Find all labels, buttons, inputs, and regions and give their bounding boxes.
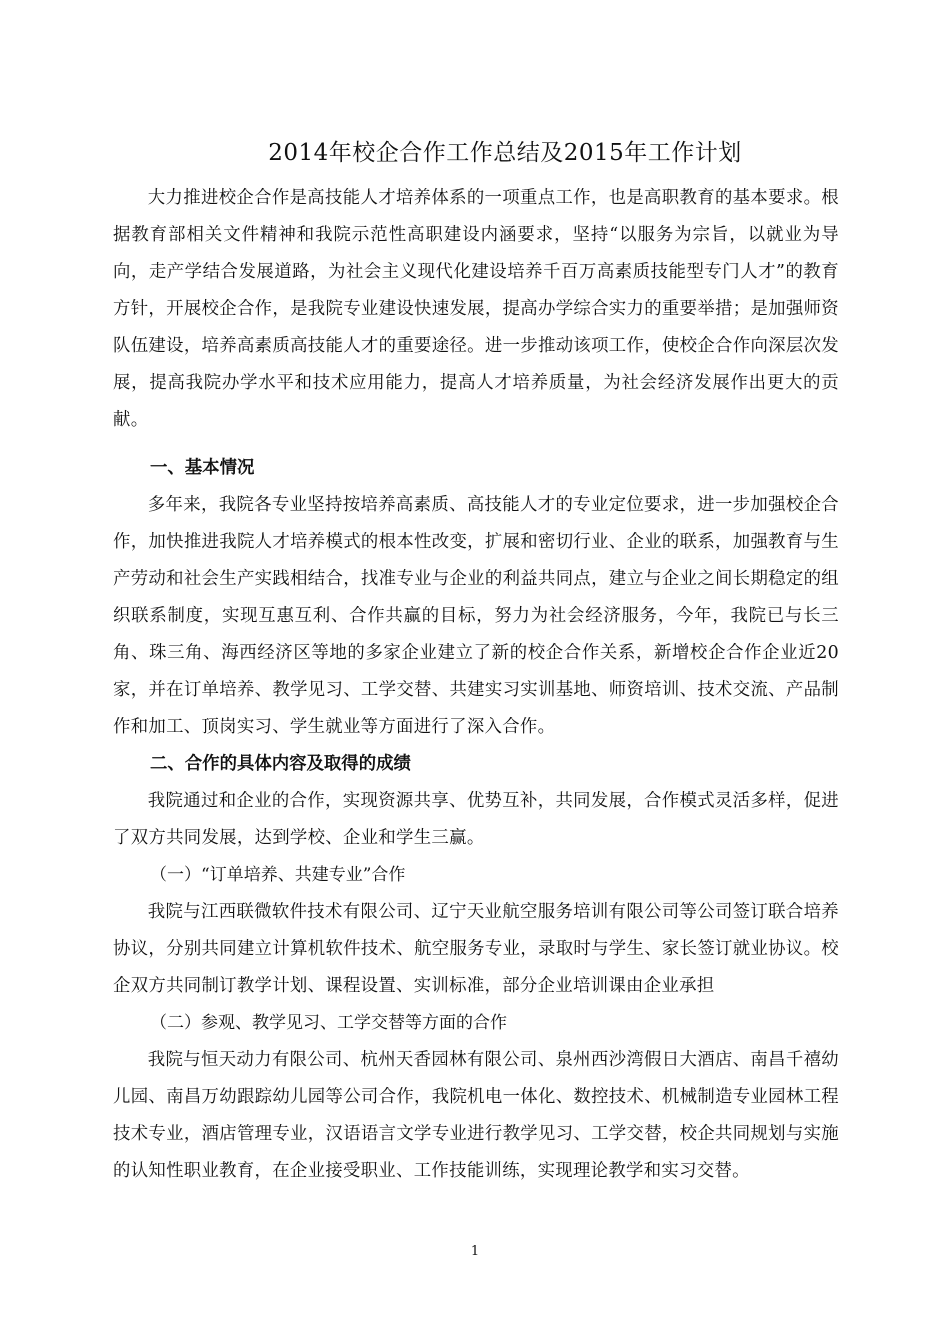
page-number: 1 — [470, 1244, 480, 1259]
subsection2-paragraph: 我院与恒天动力有限公司、杭州天香园林有限公司、泉州西沙湾假日大酒店、南昌千禧幼儿园、南昌万幼跟踪幼儿园等公司合作，我院机电一体化、数控技术、机械制造专业园林工程技术专业，酒店管理专业，汉语语言文学专业进行教学见习、工学交替，校企共同规划与实施的认知性职业教育，在企业接受职业、工作技能训练，实现理论教学和实习交替。 — [113, 1050, 839, 1181]
section1-paragraph: 多年来，我院各专业坚持按培养高素质、高技能人才的专业定位要求，进一步加强校企合作，加快推进我院人才培养模式的根本性改变，扩展和密切行业、企业的联系，加强教育与生产劳动和社会生产实践相结合，找准专业与企业的利益共同点，建立与企业之间长期稳定的组织联系制度，实现互惠互利、合作共赢的目标，努力为社会经济服务，今年，我院已与长三角、珠三角、海西经济区等地的多家企业建立了新的校企合作关系，新增校企合作企业近20家，并在订单培养、教学见习、工学交替、共建实习实训基地、师资培训、技术交流、产品制作和加工、顶岗实习、学生就业等方面进行了深入合作。 — [113, 495, 839, 737]
document-title: 2014年校企合作工作总结及2015年工作计划 — [268, 140, 742, 166]
section2-paragraph: 我院通过和企业的合作，实现资源共享、优势互补，共同发展，合作模式灵活多样，促进了双方共同发展，达到学校、企业和学生三赢。 — [113, 791, 839, 848]
intro-paragraph: 大力推进校企合作是高技能人才培养体系的一项重点工作，也是高职教育的基本要求。根据教育部相关文件精神和我院示范性高职建设内涵要求，坚持“以服务为宗旨，以就业为导向，走产学结合发展道路，为社会主义现代化建设培养千百万高素质技能型专门人才”的教育方针，开展校企合作，是我院专业建设快速发展，提高办学综合实力的重要举措；是加强师资队伍建设，培养高素质高技能人才的重要途径。进一步推动该项工作，使校企合作向深层次发展，提高我院办学水平和技术应用能力，提高人才培养质量，为社会经济发展作出更大的贡献。 — [113, 188, 839, 430]
subsection1-heading: （一）“订单培养、共建专业”合作 — [150, 865, 406, 885]
subsection1-paragraph: 我院与江西联微软件技术有限公司、辽宁天业航空服务培训有限公司等公司签订联合培养协议，分别共同建立计算机软件技术、航空服务专业，录取时与学生、家长签订就业协议。校企双方共同制订教学计划、课程设置、实训标准，部分企业培训课由企业承担 — [113, 902, 839, 996]
section2-heading: 二、合作的具体内容及取得的成绩 — [150, 754, 411, 774]
subsection2-heading: （二）参观、教学见习、工学交替等方面的合作 — [150, 1013, 507, 1033]
section1-heading: 一、基本情况 — [150, 458, 255, 478]
